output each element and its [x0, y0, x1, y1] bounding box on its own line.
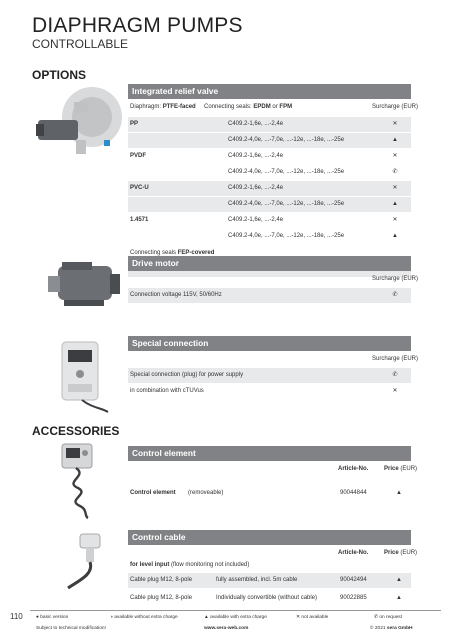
symbol-icon: ✆ [392, 292, 398, 298]
special-connection-image [52, 338, 116, 414]
symbol-icon: ▲ [392, 233, 398, 239]
website-link[interactable]: www.sera-web.com [204, 626, 249, 631]
symbol-icon: ▲ [392, 201, 398, 207]
relief-row: C409.2-4,0e, ...-7,0e, ...-12e, ...-18e, ...-25e ▲ [128, 229, 411, 244]
special-row: in combination with cTUVus ✕ [128, 384, 411, 399]
copyright: © 2021 sera GmbH [370, 626, 413, 631]
level-input-label: for level input (flow monitoring not included) [130, 562, 250, 568]
relief-row: PVC-U C409.2-1,6e, ...-2,4e ✕ [128, 181, 411, 196]
symbol-icon: ✕ [392, 121, 398, 127]
phone-icon: ✆ [374, 615, 379, 620]
half-circle-icon: ◑ [110, 615, 113, 620]
fep-seals-note: Connecting seals FEP-covered [130, 250, 215, 256]
relief-row: C409.2-4,0e, ...-7,0e, ...-12e, ...-18e, ...-25e ▲ [128, 197, 411, 212]
relief-surcharge-header: Surcharge (EUR) [372, 104, 419, 110]
cc-article-header: Article-No. [338, 550, 369, 556]
symbol-icon: ▲ [392, 137, 398, 143]
triangle-icon: ▲ [204, 615, 209, 620]
page-subtitle: CONTROLLABLE [32, 37, 129, 51]
control-cable-bar: Control cable [128, 530, 411, 545]
ce-article-header: Article-No. [338, 466, 369, 472]
cc-price-header: Price (EUR) [384, 550, 418, 556]
control-element-bar: Control element [128, 446, 411, 461]
drive-row: Connection voltage 115V, 50/60Hz ✆ [128, 288, 411, 303]
ce-price-header: Price (EUR) [384, 466, 418, 472]
special-row: Special connection (plug) for power supply ✆ [128, 368, 411, 383]
relief-row: C409.2-4,0e, ...-7,0e, ...-12e, ...-18e, ...-25e ▲ [128, 133, 411, 148]
page-title: DIAPHRAGM PUMPS [32, 14, 243, 37]
cable-row: Cable plug M12, 8-pole fully assembled, incl. 5m cable 90042494 ▲ [128, 573, 411, 588]
drive-motor-image [44, 252, 124, 316]
cable-row: Cable plug M12, 8-pole Individually convertible (without cable) 90022885 ▲ [128, 591, 411, 606]
filled-circle-icon: ● [36, 615, 39, 620]
legend-extra-charge: ▲ available with extra charge [204, 615, 267, 620]
page-number: 110 [10, 612, 23, 621]
legend-not-available: ✕ not available [296, 615, 329, 620]
disclaimer: Subject to technical modification! [36, 626, 106, 631]
relief-row: 1.4571 C409.2-1,6e, ...-2,4e ✕ [128, 213, 411, 228]
legend-on-request: ✆ on request [374, 615, 403, 620]
symbol-icon: ▲ [396, 490, 402, 496]
footer-divider [30, 610, 441, 611]
options-heading: OPTIONS [32, 68, 87, 82]
symbol-icon: ✕ [392, 217, 398, 223]
cross-icon: ✕ [296, 615, 301, 620]
control-element-image [58, 440, 118, 520]
diaphragm-info: Diaphragm: PTFE-faced [130, 104, 196, 110]
symbol-icon: ✕ [392, 388, 398, 394]
accessories-heading: ACCESSORIES [32, 424, 120, 438]
relief-valve-image [30, 82, 124, 162]
legend-no-charge: ◑ available without extra charge [110, 615, 178, 620]
seals-info: Connecting seals: EPDM or FPM [204, 104, 293, 110]
drive-surcharge-header: Surcharge (EUR) [372, 276, 419, 282]
symbol-icon: ✕ [392, 153, 398, 159]
relief-row: PP C409.2-1,6e, ...-2,4e ✕ [128, 117, 411, 132]
drive-motor-bar: Drive motor [128, 256, 411, 271]
symbol-icon: ✆ [392, 169, 398, 175]
symbol-icon: ▲ [396, 577, 402, 583]
legend-basic: ● basic version [36, 615, 69, 620]
symbol-icon: ✆ [392, 372, 398, 378]
control-element-row: Control element (removeable) 90044844 ▲ [128, 486, 411, 501]
relief-row: PVDF C409.2-1,6e, ...-2,4e ✕ [128, 149, 411, 164]
special-connection-bar: Special connection [128, 336, 411, 351]
relief-valve-bar: Integrated relief valve [128, 84, 411, 99]
special-surcharge-header: Surcharge (EUR) [372, 356, 419, 362]
symbol-icon: ✕ [392, 185, 398, 191]
control-cable-image [60, 530, 124, 590]
relief-row: C409.2-4,0e, ...-7,0e, ...-12e, ...-18e, ...-25e ✆ [128, 165, 411, 180]
symbol-icon: ▲ [396, 595, 402, 601]
